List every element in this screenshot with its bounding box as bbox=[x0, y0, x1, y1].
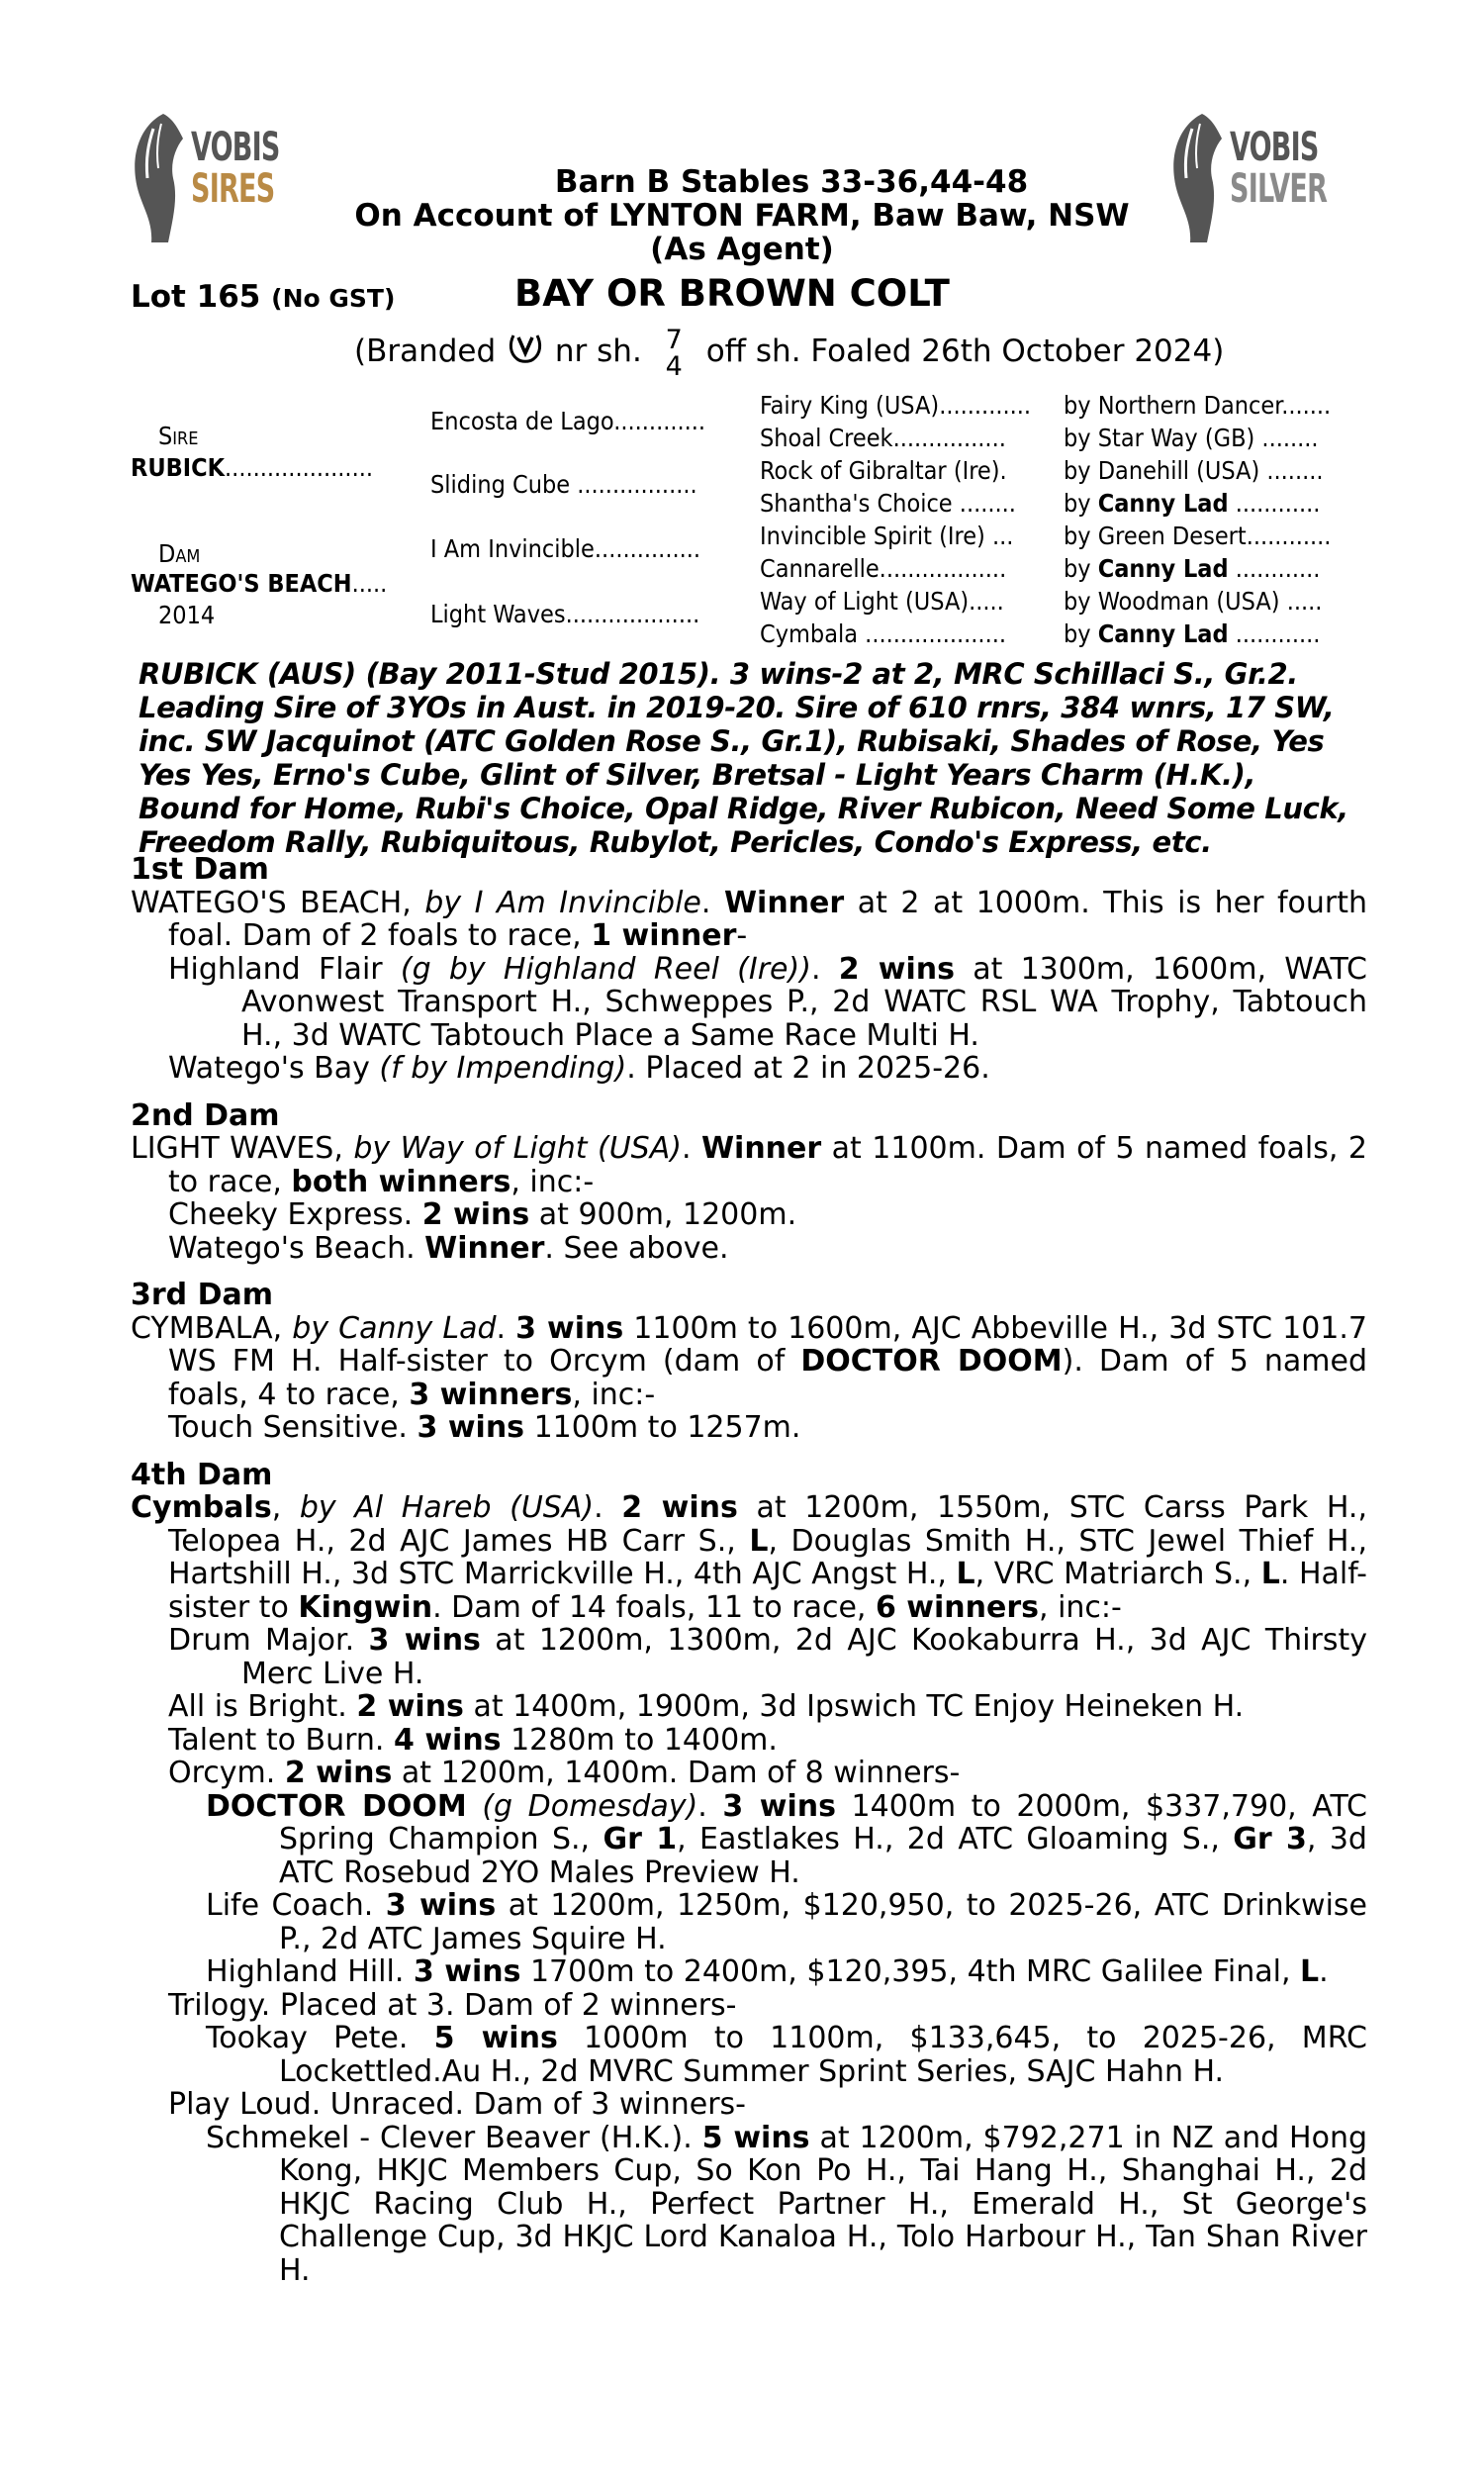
sire-notes: RUBICK (AUS) (Bay 2011-Stud 2015). 3 wins-2 at 2, MRC Schillaci S., Gr.2. Leading Sire of 3YOs in Aust. in 2019-20. Sire of 610 rnrs, 384 wnrs, 17 SW, inc. SW Jacquinot (ATC Golden Rose S., Gr.1), Rubisaki, Shades of Rose, Yes Yes Yes, Erno's Cube, Glint of Silver, Bretsal - Light Years Charm (H.K.), Bound for Home, Rubi's Choice, Opal Ridge, River Rubicon, Need Some Luck, Freedom Rally, Rubiquitous, Rubylot, Pericles, Condo's Express, etc. bbox=[139, 657, 1348, 859]
sire-text: RUBICK bbox=[131, 453, 226, 482]
progeny-row: Talent to Burn. 4 wins 1280m to 1400m. bbox=[168, 1722, 778, 1758]
g3-8: by Canny Lad ............ bbox=[1064, 619, 1321, 648]
grand-progeny-row: DOCTOR DOOM (g Domesday). 3 wins 1400m to 2000m, $337,790, ATC Spring Champion S., Gr 1, Eastlakes H., 2d ATC Gloaming S., Gr 3, 3d ATC Rosebud 2YO Males Preview H. bbox=[206, 1788, 1367, 1890]
logo-word-1: VOBIS bbox=[191, 125, 280, 170]
dam-name: WATEGO'S BEACH..... bbox=[131, 569, 388, 598]
dam-3-heading: 3rd Dam bbox=[131, 1278, 273, 1312]
brand-mark-icon bbox=[506, 328, 545, 367]
progeny-row: Watego's Bay (f by Impending). Placed at 2 in 2025-26. bbox=[168, 1051, 990, 1086]
logo-word-2: SILVER bbox=[1230, 166, 1328, 212]
g3-1: by Northern Dancer....... bbox=[1064, 391, 1332, 420]
dam-text: WATEGO'S BEACH bbox=[131, 569, 352, 598]
g3-4: by Canny Lad ............ bbox=[1064, 489, 1321, 518]
progeny-row: Touch Sensitive. 3 wins 1100m to 1257m. bbox=[168, 1410, 801, 1445]
progeny-row: Highland Flair (g by Highland Reel (Ire)). 2 wins at 1300m, 1600m, WATC Avonwest Transport H., Schweppes P., 2d WATC RSL WA Trophy, Tabtouch H., 3d WATC Tabtouch Place a Same Race Multi H. bbox=[168, 951, 1367, 1053]
progeny-row: All is Bright. 2 wins at 1400m, 1900m, 3d Ipswich TC Enjoy Heineken H. bbox=[168, 1689, 1245, 1724]
lot-title: BAY OR BROWN COLT bbox=[514, 272, 950, 315]
brand-number-top: 7 bbox=[665, 325, 683, 355]
female-line bbox=[131, 853, 1367, 2287]
g2-4: Shantha's Choice ........ bbox=[760, 489, 1016, 518]
g3-6: by Canny Lad ............ bbox=[1064, 554, 1321, 583]
logo-word-1: VOBIS bbox=[1230, 125, 1319, 170]
grand-progeny-row: Schmekel - Clever Beaver (H.K.). 5 wins at 1200m, $792,271 in NZ and Hong Kong, HKJC Members Cup, So Kon Po H., Tai Hang H., Shanghai H., 2d HKJC Racing Club H., Perfect Partner H., Emerald H., St George's Challenge Cup, 3d HKJC Lord Kanaloa H., Tolo Harbour H., Tan Shan River H. bbox=[206, 2120, 1368, 2288]
dam-4-heading: 4th Dam bbox=[131, 1457, 273, 1492]
dam-2-heading: 2nd Dam bbox=[131, 1097, 280, 1133]
lot-label: Lot 165 bbox=[131, 279, 261, 315]
g2-2: Shoal Creek................ bbox=[760, 424, 1006, 452]
agent-line: (As Agent) bbox=[650, 232, 834, 267]
dam-3-entry: CYMBALA, by Canny Lad. 3 wins 1100m to 1600m, AJC Abbeville H., 3d STC 101.7 WS FM H. Half-sister to Orcym (dam of DOCTOR DOOM). Dam of 5 named foals, 4 to race, 3 winners, inc:- bbox=[131, 1310, 1367, 1412]
progeny-row: Cheeky Express. 2 wins at 900m, 1200m. bbox=[168, 1197, 797, 1232]
account-line: On Account of LYNTON FARM, Baw Baw, NSW bbox=[354, 198, 1130, 234]
brand-number bbox=[666, 327, 683, 380]
brand-pre: (Branded bbox=[354, 333, 497, 369]
brand-post: off sh. Foaled 26th October 2024) bbox=[705, 333, 1225, 369]
g3-2: by Star Way (GB) ........ bbox=[1064, 424, 1319, 452]
dam-2-entry: LIGHT WAVES, by Way of Light (USA). Winner at 1100m. Dam of 5 named foals, 2 to race, both winners, inc:- bbox=[131, 1131, 1367, 1199]
brand-number-bottom: 4 bbox=[665, 351, 683, 382]
g3-5: by Green Desert............ bbox=[1064, 522, 1332, 550]
dam-1-entry: WATEGO'S BEACH, by I Am Invincible. Winner at 2 at 1000m. This is her fourth foal. Dam of 2 foals to race, 1 winner- bbox=[131, 885, 1367, 953]
progeny-row: Orcym. 2 wins at 1200m, 1400m. Dam of 8 winners- bbox=[168, 1756, 961, 1790]
progeny-row: Drum Major. 3 wins at 1200m, 1300m, 2d AJC Kookaburra H., 3d AJC Thirsty Merc Live H. bbox=[168, 1623, 1368, 1691]
dam-4-entry: Cymbals, by Al Hareb (USA). 2 wins at 1200m, 1550m, STC Carss Park H., Telopea H., 2d AJC James HB Carr S., L, Douglas Smith H., STC Jewel Thief H., Hartshill H., 3d STC Marrickville H., 4th AJC Angst H., L, VRC Matriarch S., L. Half-sister to Kingwin. Dam of 14 foals, 11 to race, 6 winners, inc:- bbox=[131, 1490, 1367, 1625]
dam-1-heading: 1st Dam bbox=[131, 852, 269, 887]
g1-1: Encosta de Lago............. bbox=[430, 407, 706, 435]
g2-7: Way of Light (USA)..... bbox=[760, 587, 1004, 616]
g1-3: I Am Invincible............... bbox=[430, 534, 701, 563]
grand-progeny-row: Highland Hill. 3 wins 1700m to 2400m, $120,395, 4th MRC Galilee Final, L. bbox=[206, 1954, 1329, 1989]
g2-1: Fairy King (USA)............. bbox=[760, 391, 1032, 420]
g1-4: Light Waves................... bbox=[430, 600, 700, 628]
logo-word-2: SIRES bbox=[191, 166, 275, 212]
g3-7: by Woodman (USA) ..... bbox=[1064, 587, 1323, 616]
g2-3: Rock of Gibraltar (Ire). bbox=[760, 456, 1007, 485]
progeny-row: Play Loud. Unraced. Dam of 3 winners- bbox=[168, 2087, 746, 2122]
g3-3: by Danehill (USA) ........ bbox=[1064, 456, 1324, 485]
g2-6: Cannarelle.................. bbox=[760, 554, 1007, 583]
dam-year: 2014 bbox=[158, 601, 216, 629]
dam-label: Dam bbox=[158, 539, 201, 568]
brand-line bbox=[354, 327, 1224, 380]
g2-8: Cymbala .................... bbox=[760, 619, 1006, 648]
g1-2: Sliding Cube ................. bbox=[430, 470, 697, 499]
lot-number bbox=[131, 279, 395, 315]
sire-name: RUBICK..................... bbox=[131, 453, 373, 482]
grand-progeny-row: Tookay Pete. 5 wins 1000m to 1100m, $133,645, to 2025-26, MRC Lockettled.Au H., 2d MVRC Summer Sprint Series, SAJC Hahn H. bbox=[206, 2021, 1367, 2089]
sire-label: Sire bbox=[158, 422, 199, 450]
progeny-row: Watego's Beach. Winner. See above. bbox=[168, 1230, 729, 1266]
brand-mid: nr sh. bbox=[554, 333, 642, 369]
barn-line: Barn B Stables 33-36,44-48 bbox=[554, 164, 1029, 200]
progeny-row: Trilogy. Placed at 3. Dam of 2 winners- bbox=[168, 1987, 737, 2023]
grand-progeny-row: Life Coach. 3 wins at 1200m, 1250m, $120,950, to 2025-26, ATC Drinkwise P., 2d ATC James Squire H. bbox=[206, 1888, 1368, 1956]
gst-note: (No GST) bbox=[271, 284, 396, 313]
g2-5: Invincible Spirit (Ire) ... bbox=[760, 522, 1014, 550]
